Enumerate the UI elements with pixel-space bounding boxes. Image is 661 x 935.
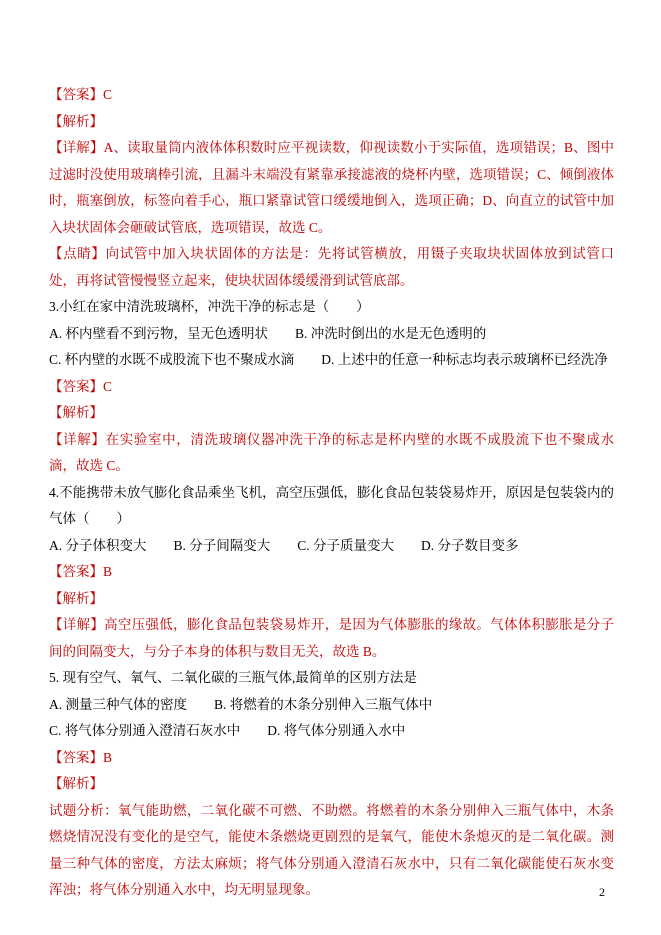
q3-detail-paragraph: 【详解】在实验室中，清洗玻璃仪器冲洗干净的标志是杯内壁的水既不成股流下也不聚成水滴，故选 C。 <box>49 431 614 473</box>
q3-answer-line: 【答案】C <box>49 378 113 394</box>
q5-analysis-paragraph: 试题分析：氧气能助燃，二氧化碳不可燃、不助燃。将燃着的木条分别伸入三瓶气体中，木条燃烧情况没有变化的是空气，能使木条燃烧更剧烈的是氧气，能使木条熄灭的是二氧化碳。测量三种气体的密度，方法太麻烦；将气体分别通入澄清石灰水中，只有二氧化碳能使石灰水变浑浊；将气体分别通入水中，均无明显现象。 <box>49 802 614 897</box>
q2-answer-line: 【答案】C <box>49 87 113 102</box>
q4-analysis-label: 【解析】 <box>49 590 103 606</box>
q3-analysis-label: 【解析】 <box>49 405 103 420</box>
q5-options-cd: C. 将气体分别通入澄清石灰水中 D. 将气体分别通入水中 <box>49 723 406 738</box>
q2-detail-paragraph: 【详解】A、读取量筒内液体体积数时应平视读数，仰视读数小于实际值，选项错误；B、图中过滤时没使用玻璃棒引流，且漏斗末端没有紧靠承接滤液的烧杯内壁，选项错误；C、倾倒液体时，瓶塞倒放，标签向着手心，瓶口紧靠试管口缓缓地倒入，选项正确；D、向直立的试管中加入块状固体会砸破试管底，选项错误，故选 C。 <box>49 140 614 235</box>
document-content <box>49 82 614 904</box>
q3-options-ab: A. 杯内壁看不到污物，呈无色透明状 B. 冲洗时倒出的水是无色透明的 <box>49 325 487 341</box>
q3-options-cd: C. 杯内壁的水既不成股流下也不聚成水滴 D. 上述中的任意一种标志均表示玻璃杯已经洗净 <box>49 352 608 367</box>
q5-stem: 5. 现有空气、氧气、二氧化碳的三瓶气体,最简单的区别方法是 <box>49 670 417 685</box>
q2-analysis-label: 【解析】 <box>49 113 103 129</box>
page-number: 2 <box>599 885 605 899</box>
q5-options-ab: A. 测量三种气体的密度 B. 将燃着的木条分别伸入三瓶气体中 <box>49 696 433 712</box>
q4-stem: 4.不能携带未放气膨化食品乘坐飞机，高空压强低，膨化食品包装袋易炸开，原因是包装袋内的气体（ ） <box>49 484 614 526</box>
q5-analysis-label: 【解析】 <box>49 776 103 791</box>
q4-options-abcd: A. 分子体积变大 B. 分子间隔变大 C. 分子质量变大 D. 分子数目变多 <box>49 537 519 553</box>
q4-detail-paragraph: 【详解】高空压强低，膨化食品包装袋易炸开，是因为气体膨胀的缘故。气体体积膨胀是分子间的间隔变大，与分子本身的体积与数目无关，故选 B。 <box>49 617 614 659</box>
q2-tip-paragraph: 【点睛】向试管中加入块状固体的方法是：先将试管横放，用镊子夹取块状固体放到试管口处，再将试管慢慢竖立起来，使块状固体缓缓滑到试管底部。 <box>49 246 614 288</box>
q5-answer-line: 【答案】B <box>49 749 113 765</box>
q3-stem: 3.小红在家中清洗玻璃杯，冲洗干净的标志是（ ） <box>49 299 370 314</box>
q4-answer-line: 【答案】B <box>49 564 113 579</box>
